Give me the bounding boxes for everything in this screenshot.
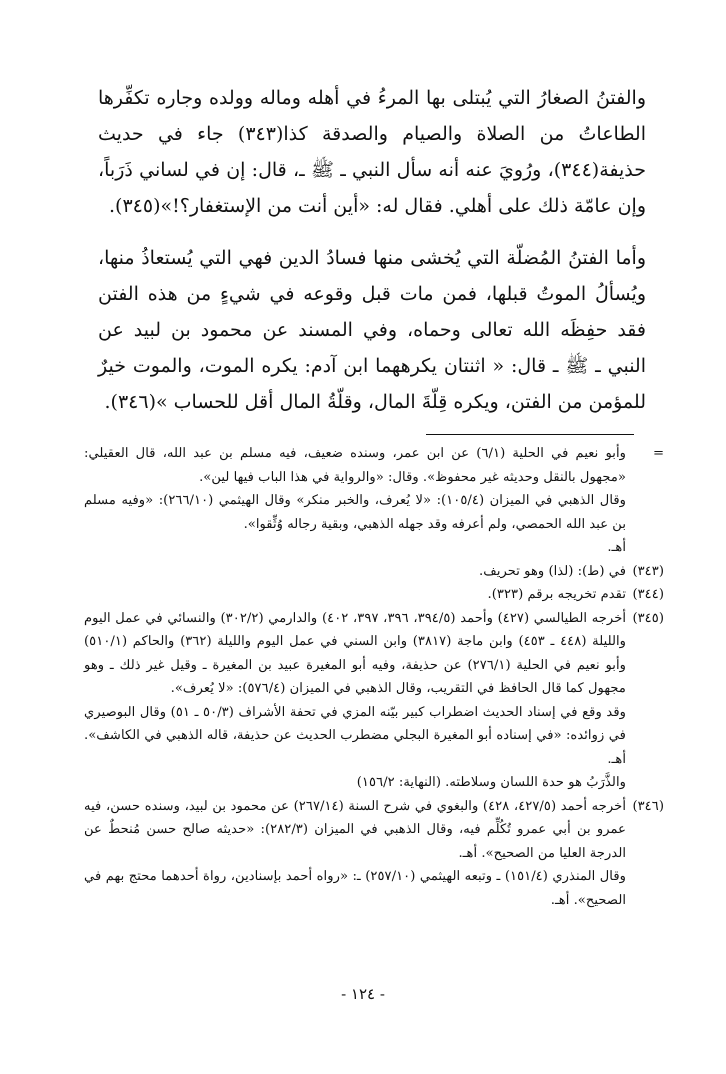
footnote-line: أخرجه أحمد (٤٢٧/٥، ٤٢٨) والبغوي في شرح السنة (٢٦٧/١٤) عن محمود بن لبيد، وسنده حسن، فيه عمرو بن أبي عمرو تُكُلِّم فيه، وقال الذهبي في الميزان (٢٨٢/٣): «حديثه صالح حسن مُنحطٌ عن الدرجة العليا من الصحيح». أهـ.	[84, 798, 626, 861]
main-text	[98, 80, 646, 420]
footnote-text	[84, 442, 626, 560]
footnote-number: (٣٤٤)	[632, 587, 664, 602]
footnote-line: في (ط): (لذا) وهو تحريف.	[479, 563, 626, 579]
footnote-text	[84, 607, 626, 795]
footnote-number: (٣٤٥)	[632, 610, 664, 626]
footnote-line: وأبو نعيم في الحلية (٦/١) عن ابن عمر، وسنده ضعيف، فيه مسلم بن عبد الله، قال العقيلي: «مجهول بالنقل وحديثه غير محفوظ». وقال: «والرواية في هذا الباب فيها لين».	[84, 446, 626, 485]
footnote-line: أهـ.	[607, 540, 626, 555]
footnote-continued	[84, 442, 664, 560]
footnote-346	[84, 795, 664, 913]
footnote-line: وقال المنذري (١٥١/٤) ـ وتبعه الهيثمي (٢٥٧/١٠) ـ: «رواه أحمد بإسنادين، رواة أحدهما محتج بهم في الصحيح». أهـ.	[84, 869, 626, 908]
footnote-line: والذَّرَبُ هو حدة اللسان وسلاطته. (النهاية: ١٥٦/٢)	[356, 775, 626, 790]
footnote-continuation-marker: =	[652, 446, 664, 461]
main-paragraph-1: والفتنُ الصغارُ التي يُبتلى بها المرءُ في أهله وماله وولده وجاره تكفِّرها الطاعاتُ من الصلاة والصيام والصدقة كذا(٣٤٣) جاء في حديث حذيفة(٣٤٤)، ورُويَ عنه أنه سأل النبي ـ ﷺ ـ، قال: إن في لساني ذَرَباً، وإن عامّة ذلك على أهلي. فقال له: «أين أنت من الإستغفار؟!»(٣٤٥).	[98, 87, 646, 217]
footnote-line: أخرجه الطيالسي (٤٢٧) وأحمد (٣٩٤/٥، ٣٩٦، ٣٩٧، ٤٠٢) والدارمي (٣٠٢/٢) والنسائي في عمل اليوم والليلة (٤٤٨ ـ ٤٥٣) وابن ماجة (٣٨١٧) وابن السني في عمل اليوم والليلة (٣٦٢) والحاكم (٥١٠/١) وأبو نعيم في الحلية (٢٧٦/١) عن حذيفة، وفيه أبو المغيرة عبيد بن المغيرة ـ وقيل غير ذلك ـ وهو مجهول كما قال الحافظ في التقريب، وقال الذهبي في الميزان (٥٧٦/٤): «لا يُعرف».	[84, 610, 627, 696]
footnote-line: تقدم تخريجه برقم (٣٢٣).	[487, 587, 626, 602]
footnote-line: وقد وقع في إسناد الحديث اضطراب كبير بيّنه المزي في تحفة الأشراف (٥٠/٣ ـ ٥١) وقال البوصيري في زوائده: «في إسناده أبو المغيرة البجلي مضطرب الحديث عن حذيفة، قاله الذهبي في الكاشف». أهـ.	[84, 704, 626, 767]
footnote-number: (٣٤٦)	[632, 798, 664, 814]
footnote-number: (٣٤٣)	[632, 563, 664, 579]
main-paragraph-2: وأما الفتنُ المُضلّة التي يُخشى منها فسادُ الدين فهي التي يُستعاذُ منها، ويُسألُ الموتُ قبلها، فمن مات قبل وقوعه في شيءٍ من هذه الفتن فقد حفِظَه الله تعالى وحماه، وفي المسند عن محمود بن لبيد عن النبي ـ ﷺ ـ قال: « اثنتان يكرههما ابن آدم: يكره الموت، والموت خيرٌ للمؤمن من الفتن، ويكره قِلّةَ المال، وقلّةُ المال أقل للحساب »(٣٤٦).	[98, 247, 646, 413]
page-number: - ١٢٤ -	[341, 985, 385, 1003]
footnote-345	[84, 607, 664, 795]
footnotes	[84, 442, 664, 912]
footnote-text	[84, 795, 626, 913]
footnote-line: وقال الذهبي في الميزان (١٠٥/٤): «لا يُعرف، والخبر منكر» وقال الهيثمي (٢٦٦/١٠): «وفيه مسلم بن عبد الله الحمصي، ولم أعرفه وقد جهله الذهبي، وبقية رجاله وُثِّقوا».	[84, 493, 627, 532]
footnote-text	[84, 583, 626, 607]
footnote-343	[84, 560, 664, 584]
footnote-344	[84, 583, 664, 607]
footnote-text	[84, 560, 626, 584]
footnote-separator	[426, 434, 634, 435]
